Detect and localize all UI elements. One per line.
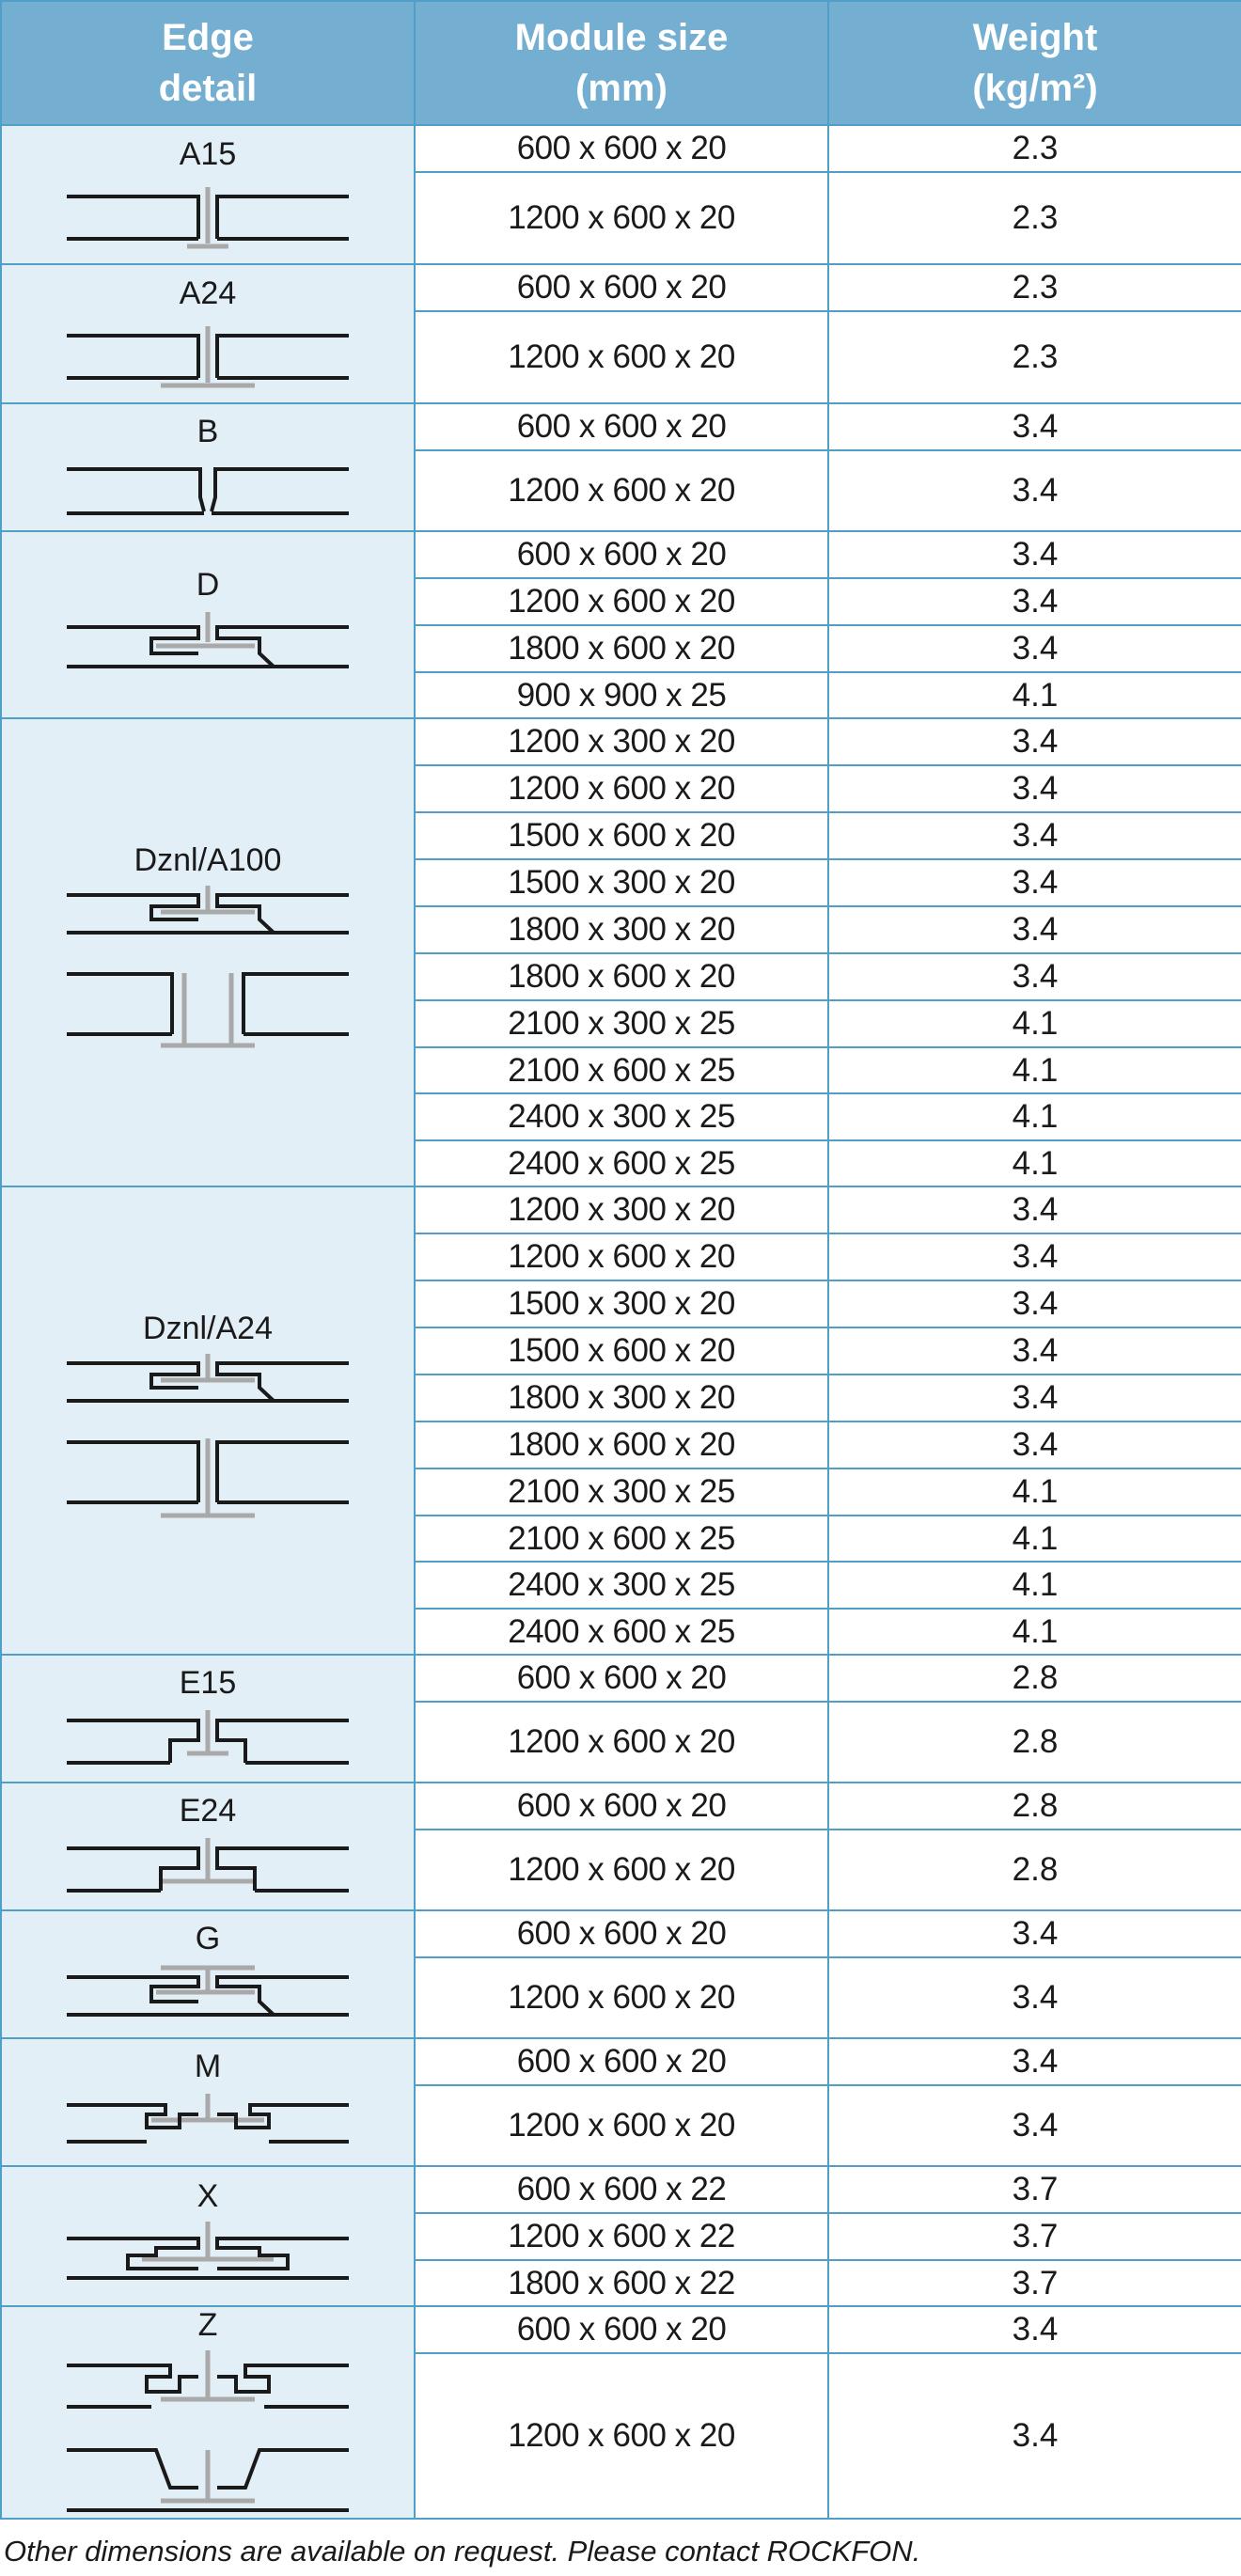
weight-cell: 3.4: [828, 2085, 1241, 2166]
weight-cell: 3.7: [828, 2166, 1241, 2213]
header-text: (mm): [575, 68, 668, 109]
table-row: [1, 2038, 1241, 2085]
e24-edge-icon: [2, 1834, 414, 1900]
edge-detail-label: X: [196, 2177, 219, 2214]
module-size-cell: 1200 x 600 x 20: [415, 2085, 828, 2166]
module-size-cell: 600 x 600 x 20: [415, 1783, 828, 1830]
module-size-cell: 1200 x 600 x 20: [415, 1702, 828, 1783]
module-size-cell: 1500 x 300 x 20: [415, 859, 828, 906]
weight-cell: 3.4: [828, 953, 1241, 1000]
weight-cell: 3.4: [828, 1910, 1241, 1957]
a24-edge-icon: [2, 317, 414, 392]
module-size-cell: 2400 x 600 x 25: [415, 1609, 828, 1655]
z-edge-icon: [2, 2348, 414, 2518]
module-size-cell: 600 x 600 x 20: [415, 2038, 828, 2085]
edge-detail-label: Z: [197, 2307, 218, 2343]
module-size-cell: 1200 x 600 x 20: [415, 311, 828, 403]
header-text: (kg/m²): [972, 68, 1098, 109]
module-size-cell: 1800 x 300 x 20: [415, 906, 828, 953]
weight-cell: 4.1: [828, 1609, 1241, 1655]
table-row: [1, 718, 1241, 765]
module-size-cell: 1200 x 600 x 20: [415, 450, 828, 531]
edge-detail-cell: [1, 1910, 415, 2038]
module-size-cell: 1200 x 600 x 20: [415, 765, 828, 812]
table-row: [1, 531, 1241, 578]
weight-cell: 3.4: [828, 450, 1241, 531]
module-size-cell: 1200 x 600 x 20: [415, 1830, 828, 1910]
module-size-cell: 1200 x 300 x 20: [415, 718, 828, 765]
table-row: [1, 2166, 1241, 2213]
weight-cell: 3.7: [828, 2260, 1241, 2306]
weight-cell: 4.1: [828, 1047, 1241, 1093]
table-row: [1, 264, 1241, 311]
table-row: [1, 1910, 1241, 1957]
weight-cell: 3.4: [828, 531, 1241, 578]
weight-cell: 3.4: [828, 2038, 1241, 2085]
table-row: [1, 125, 1241, 172]
footnote: Other dimensions are available on request. Please contact ROCKFON.: [4, 2535, 921, 2568]
weight-cell: 2.3: [828, 264, 1241, 311]
edge-detail-label: A24: [179, 275, 237, 311]
module-size-cell: 1200 x 600 x 20: [415, 172, 828, 264]
table-row: [1, 1186, 1241, 1233]
weight-cell: 3.4: [828, 765, 1241, 812]
header-text: Edge: [162, 17, 254, 58]
header-text: Weight: [972, 17, 1098, 58]
edge-detail-cell: [1, 2038, 415, 2166]
edge-detail-label: M: [194, 2049, 222, 2084]
weight-cell: 4.1: [828, 672, 1241, 718]
module-size-cell: 1200 x 600 x 20: [415, 1233, 828, 1280]
weight-cell: 2.3: [828, 125, 1241, 172]
edge-detail-label: B: [196, 414, 219, 449]
module-size-cell: 600 x 600 x 20: [415, 1910, 828, 1957]
table-row: [1, 1655, 1241, 1702]
weight-cell: 3.4: [828, 625, 1241, 672]
d-edge-icon: [2, 608, 414, 683]
edge-detail-cell: [1, 1186, 415, 1655]
module-size-cell: 600 x 600 x 20: [415, 264, 828, 311]
edge-detail-label: G: [195, 1921, 221, 1956]
module-size-cell: 1800 x 600 x 20: [415, 953, 828, 1000]
b-edge-icon: [2, 455, 414, 521]
edge-detail-cell: [1, 531, 415, 718]
table-row: [1, 1783, 1241, 1830]
module-size-cell: 1800 x 300 x 20: [415, 1374, 828, 1422]
weight-cell: 3.4: [828, 1422, 1241, 1469]
table-row: [1, 403, 1241, 450]
edge-detail-cell: [1, 1655, 415, 1783]
edge-detail-cell: [1, 264, 415, 403]
module-size-cell: 1200 x 600 x 22: [415, 2213, 828, 2260]
weight-cell: 3.7: [828, 2213, 1241, 2260]
module-size-cell: 600 x 600 x 20: [415, 403, 828, 450]
edge-detail-cell: [1, 718, 415, 1186]
weight-cell: 3.4: [828, 578, 1241, 625]
weight-cell: 2.3: [828, 311, 1241, 403]
module-size-cell: 2100 x 300 x 25: [415, 1469, 828, 1516]
header-edge-detail: [1, 1, 415, 125]
table-header-row: [1, 1, 1241, 125]
module-size-cell: 900 x 900 x 25: [415, 672, 828, 718]
weight-cell: 3.4: [828, 859, 1241, 906]
module-size-cell: 1200 x 600 x 20: [415, 2353, 828, 2519]
edge-detail-label: E15: [179, 1665, 237, 1701]
weight-cell: 3.4: [828, 718, 1241, 765]
module-size-cell: 1500 x 600 x 20: [415, 812, 828, 859]
module-size-cell: 600 x 600 x 20: [415, 2306, 828, 2353]
module-size-cell: 2100 x 300 x 25: [415, 1000, 828, 1047]
module-size-cell: 1500 x 300 x 20: [415, 1280, 828, 1327]
weight-cell: 4.1: [828, 1562, 1241, 1609]
weight-cell: 3.4: [828, 2353, 1241, 2519]
edge-detail-label: A15: [179, 136, 237, 172]
weight-cell: 4.1: [828, 1140, 1241, 1186]
table-body: [1, 125, 1241, 2519]
module-size-cell: 1200 x 300 x 20: [415, 1186, 828, 1233]
weight-cell: 2.8: [828, 1655, 1241, 1702]
edge-detail-cell: [1, 1783, 415, 1910]
module-size-cell: 2100 x 600 x 25: [415, 1516, 828, 1562]
g-edge-icon: [2, 1962, 414, 2028]
weight-cell: 3.4: [828, 1186, 1241, 1233]
header-text: Module size: [514, 17, 729, 58]
edge-detail-label: D: [196, 566, 220, 603]
weight-cell: 2.8: [828, 1830, 1241, 1910]
e15-edge-icon: [2, 1706, 414, 1772]
edge-detail-label: Dznl/A24: [143, 1311, 273, 1346]
edge-detail-cell: [1, 403, 415, 531]
dznl-a24-edge-icon: [2, 1352, 414, 1531]
weight-cell: 3.4: [828, 1233, 1241, 1280]
module-size-cell: 1200 x 600 x 20: [415, 1957, 828, 2038]
module-size-cell: 1200 x 600 x 20: [415, 578, 828, 625]
weight-cell: 4.1: [828, 1093, 1241, 1140]
weight-cell: 3.4: [828, 403, 1241, 450]
module-size-cell: 600 x 600 x 20: [415, 1655, 828, 1702]
edge-detail-label: E24: [179, 1793, 237, 1829]
module-size-cell: 1500 x 600 x 20: [415, 1327, 828, 1374]
header-weight: [828, 1, 1241, 125]
m-edge-icon: [2, 2090, 414, 2156]
edge-detail-cell: [1, 2166, 415, 2306]
weight-cell: 4.1: [828, 1516, 1241, 1562]
module-size-cell: 600 x 600 x 20: [415, 531, 828, 578]
module-size-cell: 1800 x 600 x 20: [415, 1422, 828, 1469]
weight-cell: 3.4: [828, 812, 1241, 859]
weight-cell: 2.8: [828, 1783, 1241, 1830]
module-size-cell: 1800 x 600 x 22: [415, 2260, 828, 2306]
weight-cell: 3.4: [828, 906, 1241, 953]
edge-detail-cell: [1, 125, 415, 264]
edge-detail-label: Dznl/A100: [134, 842, 282, 878]
a15-edge-icon: [2, 178, 414, 253]
edge-detail-cell: [1, 2306, 415, 2519]
header-text: detail: [158, 68, 258, 109]
weight-cell: 3.4: [828, 1280, 1241, 1327]
weight-cell: 2.8: [828, 1702, 1241, 1783]
module-size-cell: 600 x 600 x 22: [415, 2166, 828, 2213]
weight-cell: 2.3: [828, 172, 1241, 264]
module-size-cell: 2400 x 300 x 25: [415, 1562, 828, 1609]
dznl-a100-edge-icon: [2, 884, 414, 1062]
module-size-cell: 2400 x 600 x 25: [415, 1140, 828, 1186]
weight-cell: 3.4: [828, 1327, 1241, 1374]
weight-cell: 3.4: [828, 1957, 1241, 2038]
module-size-cell: 1800 x 600 x 20: [415, 625, 828, 672]
x-edge-icon: [2, 2220, 414, 2295]
module-size-cell: 2400 x 300 x 25: [415, 1093, 828, 1140]
module-size-cell: 2100 x 600 x 25: [415, 1047, 828, 1093]
table-row: [1, 2306, 1241, 2353]
module-size-cell: 600 x 600 x 20: [415, 125, 828, 172]
weight-cell: 4.1: [828, 1000, 1241, 1047]
weight-cell: 3.4: [828, 2306, 1241, 2353]
weight-cell: 4.1: [828, 1469, 1241, 1516]
weight-cell: 3.4: [828, 1374, 1241, 1422]
header-module-size: [415, 1, 828, 125]
